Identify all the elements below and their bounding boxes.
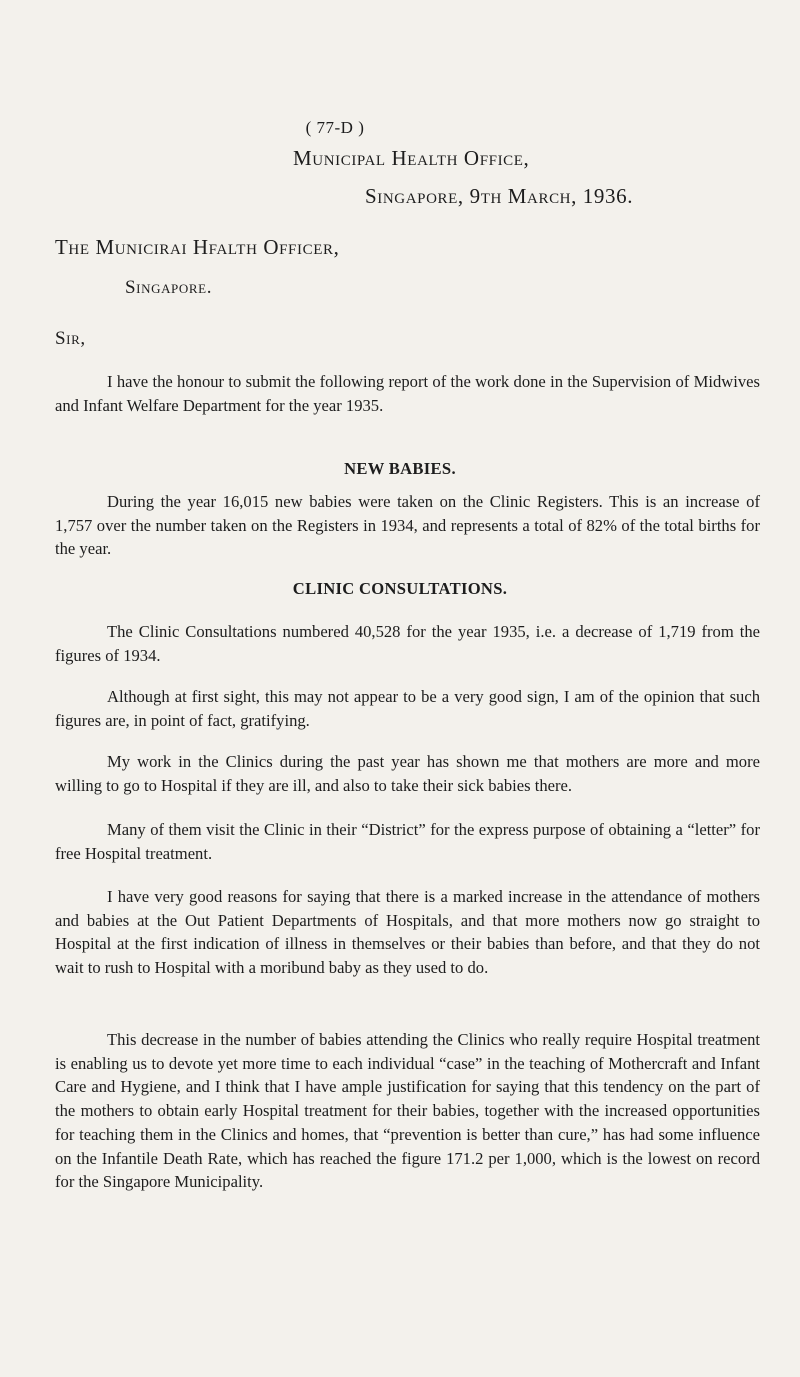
consultations-paragraph-6: This decrease in the number of babies attending the Clinics who really require Hospital treatment is enabling us to devote yet more time to each individual “case” in the teaching of Mothercraft and Infant Care and Hygiene, and I think that I have ample justification for saying that this tendency on the part of the mothers to obtain early Hospital treatment for their babies, together with the increased opportunities for teaching them in the Clinics and homes, that “prevention is better than cure,” has had some influence on the Infantile Death Rate, which has reached the figure 171.2 per 1,000, which is the lowest on record for the Singapore Municipality. (55, 1030, 760, 1192)
addressee-title: The Municirai Hfalth Officer, (55, 235, 340, 259)
consultations-paragraph-2: Although at first sight, this may not appear to be a very good sign, I am of the opinion that such figures are, in point of fact, gratifying. (55, 687, 760, 730)
section-heading-clinic-consultations: CLINIC CONSULTATIONS. (292, 579, 508, 598)
page-number: ( 77-D ) (305, 118, 365, 137)
intro-paragraph: I have the honour to submit the following report of the work done in the Supervision of Midwives and Infant Welfare Department for the year 1935. (55, 372, 760, 415)
consultations-paragraph-5: I have very good reasons for saying that there is a marked increase in the attendance of mothers and babies at the Out Patient Departments of Hospitals, and that more mothers now go straight to Hospital at the first indication of illness in themselves or their babies than before, and that they do not wait to rush to Hospital with a moribund baby as they used to do. (55, 887, 760, 978)
place-and-date: Singapore, 9th March, 1936. (365, 184, 634, 208)
consultations-paragraph-4: Many of them visit the Clinic in their “District” for the express purpose of obtaining a “letter” for free Hospital treatment. (55, 820, 760, 863)
new-babies-paragraph: During the year 16,015 new babies were taken on the Clinic Registers. This is an increase of 1,757 over the number taken on the Registers in 1934, and represents a total of 82% of the total births for the year. (55, 492, 760, 559)
section-heading-new-babies: NEW BABIES. (344, 459, 456, 478)
addressee-city: Singapore. (125, 277, 213, 298)
consultations-paragraph-3: My work in the Clinics during the past year has shown me that mothers are more and more willing to go to Hospital if they are ill, and also to take their sick babies there. (55, 752, 760, 795)
consultations-paragraph-1: The Clinic Consultations numbered 40,528 for the year 1935, i.e. a decrease of 1,719 from the figures of 1934. (55, 622, 760, 665)
salutation: Sir, (55, 328, 86, 349)
sender-office: Municipal Health Office, (293, 146, 530, 170)
